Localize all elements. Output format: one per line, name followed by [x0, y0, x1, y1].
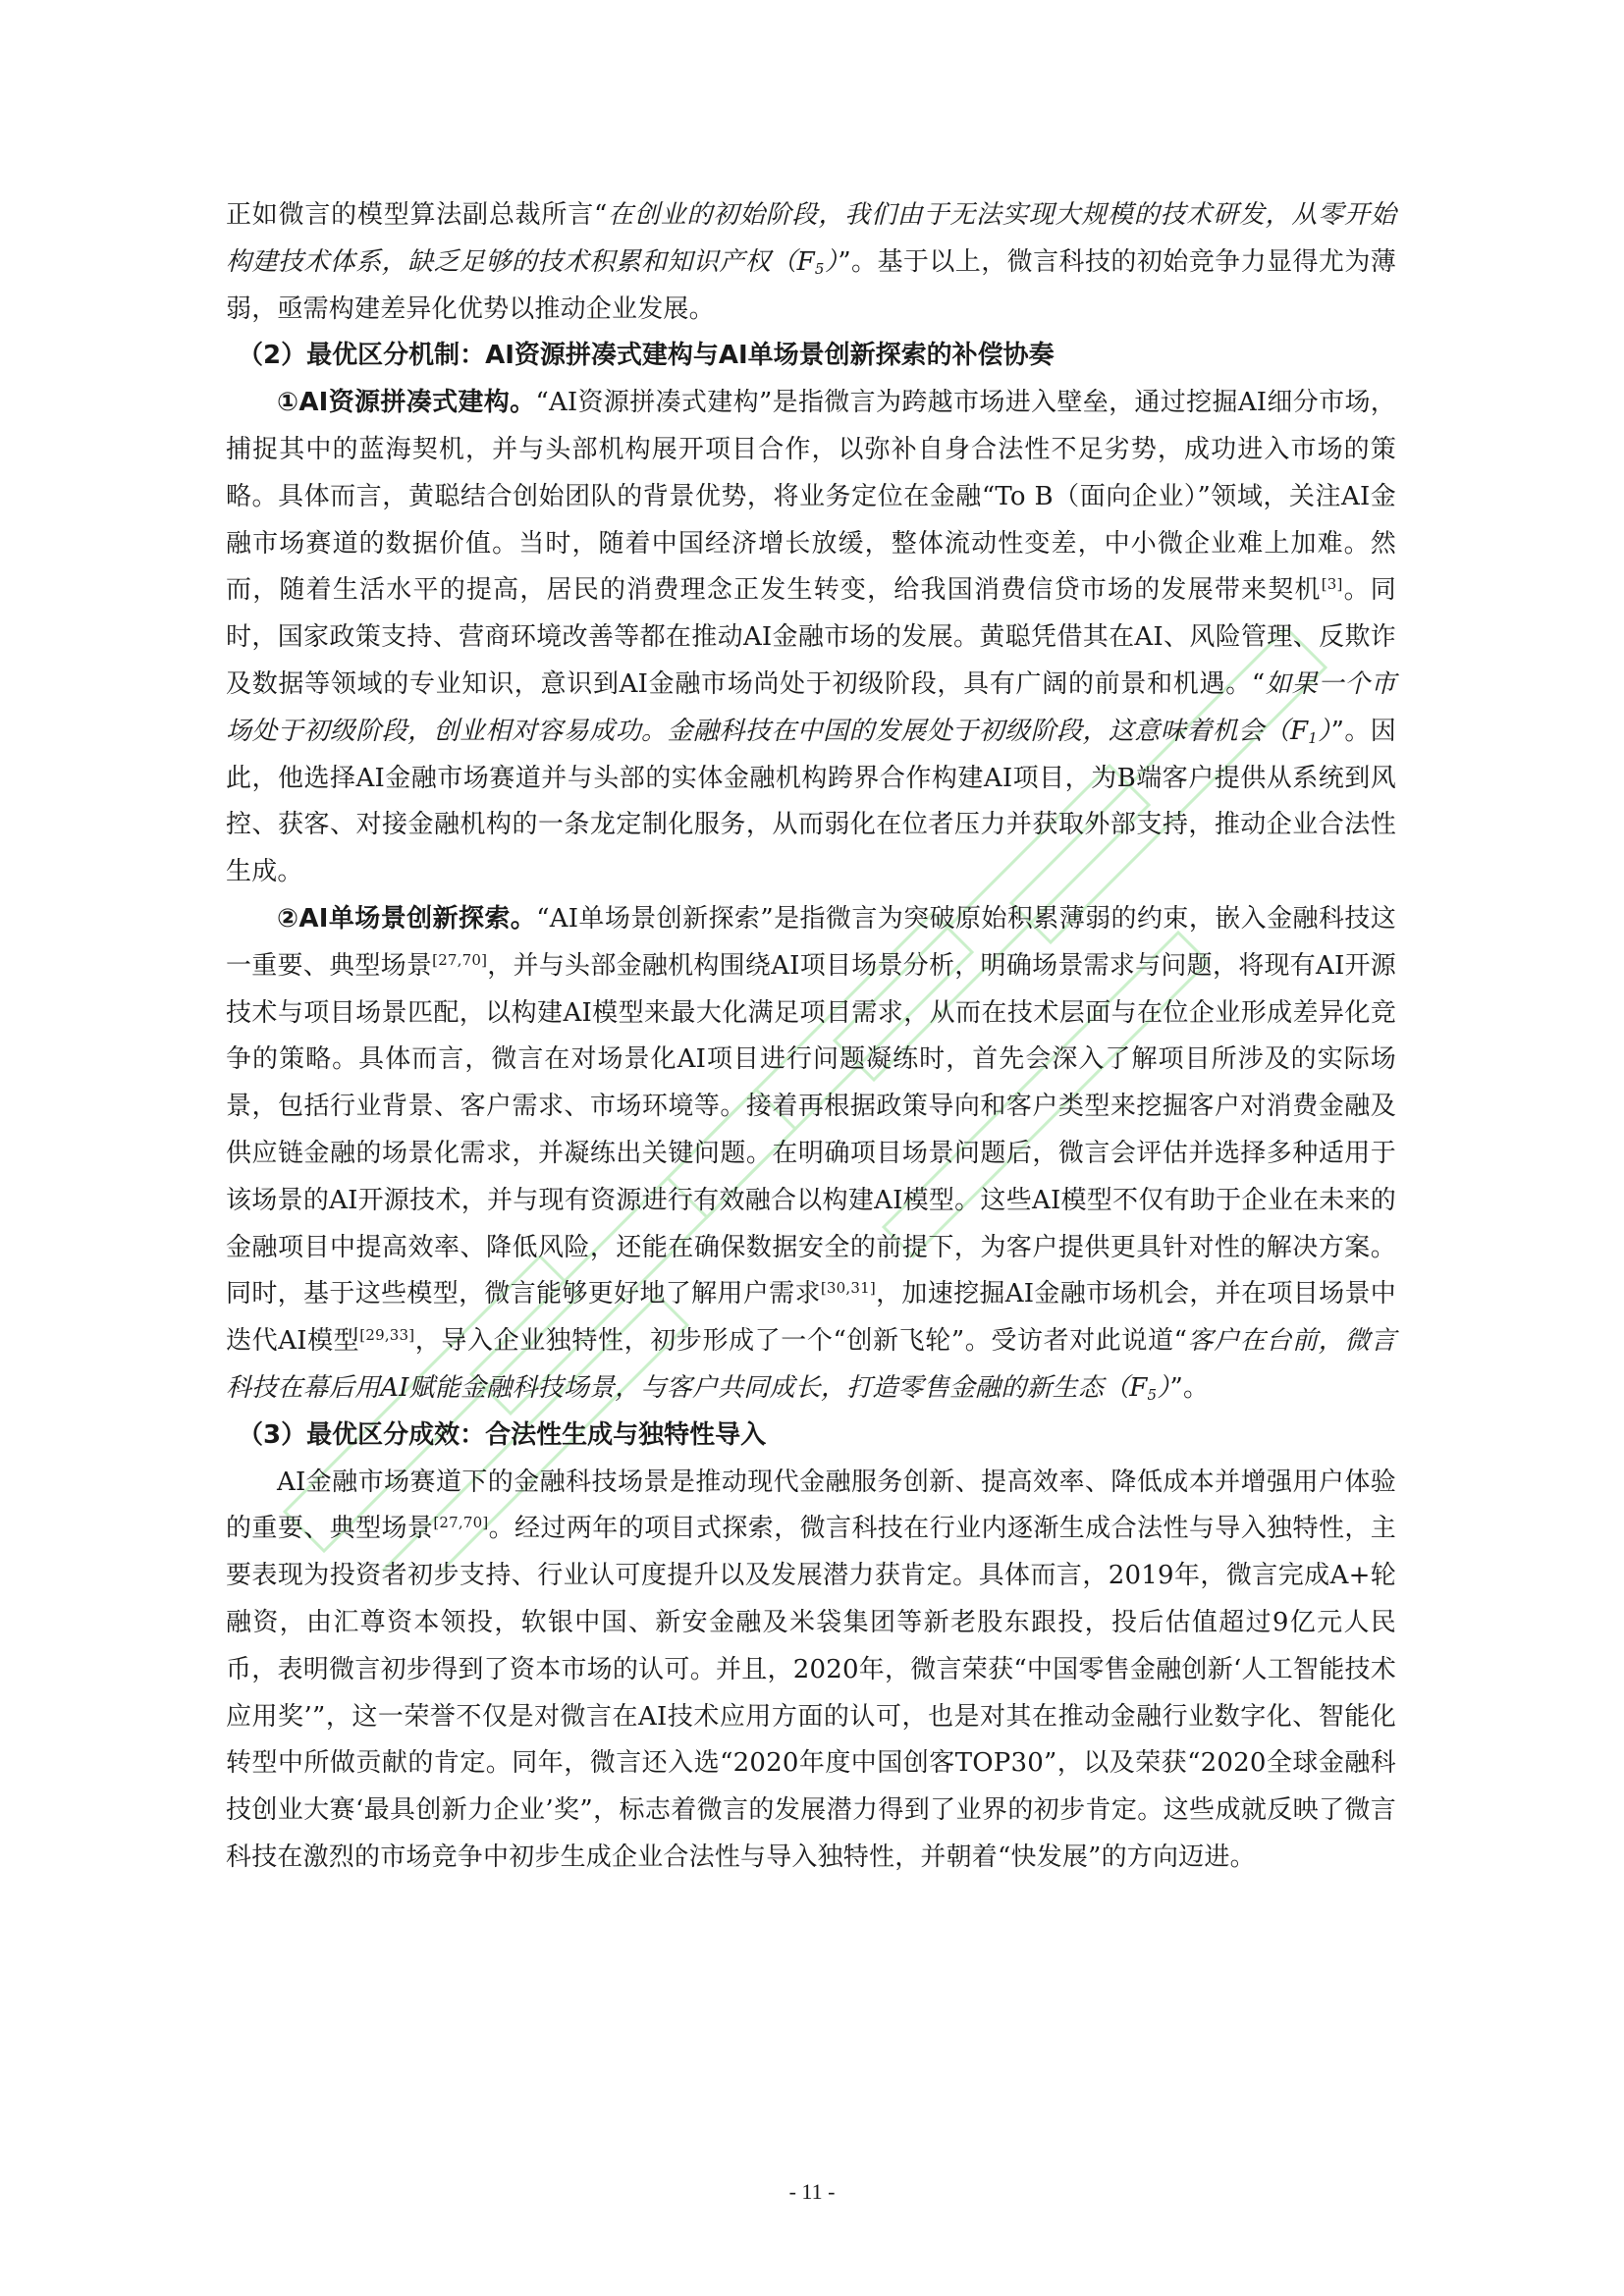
paragraph-resource-bricolage: [226, 380, 1396, 896]
page-content: [226, 192, 1396, 1882]
quote-text: 客户在台前，微言科技在幕后用AI赋能金融科技场景，与客户共同成长，打造零售金融的新生态（F: [226, 1326, 1397, 1403]
paragraph-text: 。经过两年的项目式探索，微言科技在行业内逐渐生成合法性与导入独特性，主要表现为投资者初步支持、行业认可度提升以及发展潜力获肯定。具体而言，2019年，微言完成A+轮融资，由汇尊资本领投，软银中国、新安金融及米袋集团等新老股东跟投，投后估值超过9亿元人民币，表明微言初步得到了资本市场的认可。并且，2020年，微言荣获“中国零售金融创新‘人工智能技术应用奖’”，这一荣誉不仅是对微言在AI技术应用方面的认可，也是对其在推动金融行业数字化、智能化转型中所做贡献的肯定。同年，微言还入选“2020年度中国创客TOP30”，以及荣获“2020全球金融科技创业大赛‘最具创新力企业’奖”，标志着微言的发展潜力得到了业界的初步肯定。这些成就反映了微言科技在激烈的市场竞争中初步生成企业合法性与导入独特性，并朝着“快发展”的方向迈进。: [226, 1514, 1396, 1872]
paragraph-intro: [226, 192, 1396, 333]
paragraph-text: 。同时，国家政策支持、营商环境改善等都在推动AI金融市场的发展。黄聪凭借其在AI、风险管理、反欺诈及数据等领域的专业知识，意识到AI金融市场尚处于初级阶段，具有广阔的前景和机遇。“: [226, 575, 1397, 699]
paragraph-text: ，并与头部金融机构围绕AI项目场景分析，明确场景需求与问题，将现有AI开源技术与项目场景匹配，以构建AI模型来最大化满足项目需求，从而在技术层面与在位企业形成差异化竞争的策略。具体而言，微言在对场景化AI项目进行问题凝练时，首先会深入了解项目所涉及的实际场景，包括行业背景、客户需求、市场环境等。接着再根据政策导向和客户类型来挖掘客户对消费金融及供应链金融的场景化需求，并凝练出关键问题。在明确项目场景问题后，微言会评估并选择多种适用于该场景的AI开源技术，并与现有资源进行有效融合以构建AI模型。这些AI模型不仅有助于企业在未来的金融项目中提高效率、降低风险，还能在确保数据安全的前提下，为客户提供更具针对性的解决方案。同时，基于这些模型，微言能够更好地了解用户需求: [226, 950, 1396, 1309]
paragraph-text: ，导入企业独特性，初步形成了一个“创新飞轮”。受访者对此说道“: [414, 1326, 1188, 1357]
quote-text: 如果一个市场处于初级阶段，创业相对容易成功。金融科技在中国的发展处于初级阶段，这意味着机会（F: [226, 668, 1396, 746]
quote-source-subscript: 5: [1147, 1385, 1158, 1404]
citation: [29,33]: [359, 1326, 415, 1345]
paragraph-lead: ②AI单场景创新探索。: [277, 903, 537, 934]
paragraph-text: 正如微言的模型算法副总裁所言“: [226, 200, 608, 230]
paragraph-text: ”。基于以上，微言科技的初始竞争力显得尤为薄弱，亟需构建差异化优势以推动企业发展。: [226, 246, 1396, 324]
paragraph-single-scene-innovation: [226, 896, 1396, 1413]
quote-text-end: ）: [1157, 1372, 1170, 1403]
paragraph-text: “AI单场景创新探索”是指微言为突破原始积累薄弱的约束，嵌入金融科技这一重要、典型场景: [226, 903, 1396, 981]
paragraph-text: ，加速挖掘AI金融市场机会，并在项目场景中迭代AI模型: [226, 1279, 1397, 1357]
paragraph-outcome: [226, 1460, 1396, 1882]
paragraph-text: AI金融市场赛道下的金融科技场景是推动现代金融服务创新、提高效率、降低成本并增强用户体验的重要、典型场景: [226, 1467, 1396, 1544]
section-heading-mechanism: （2）最优区分机制：AI资源拼凑式建构与AI单场景创新探索的补偿协奏: [238, 341, 1055, 371]
citation: [27,70]: [433, 1514, 489, 1532]
citation: [3]: [1321, 575, 1343, 594]
quote-source-subscript: 5: [814, 259, 825, 278]
paragraph-text: ”。: [1169, 1372, 1210, 1403]
paragraph-lead: ①AI资源拼凑式建构。: [277, 388, 536, 418]
quote-text-end: ）: [1317, 716, 1331, 746]
quote-source-subscript: 1: [1308, 728, 1318, 747]
quote-text-end: ）: [824, 246, 839, 277]
quote-text: 在创业的初始阶段，我们由于无法实现大规模的技术研发，从零开始构建技术体系，缺乏足够的技术积累和知识产权（F: [226, 200, 1396, 277]
page-number: - 11 -: [788, 2179, 836, 2204]
citation: [30,31]: [820, 1279, 876, 1298]
paragraph-text: ”。因此，他选择AI金融市场赛道并与头部的实体金融机构跨界合作构建AI项目，为B端客户提供从系统到风控、获客、对接金融机构的一条龙定制化服务，从而弱化在位者压力并获取外部支持，推动企业合法性生成。: [226, 716, 1396, 887]
citation: [27,70]: [432, 950, 488, 969]
section-heading-outcome: （3）最优区分成效：合法性生成与独特性导入: [238, 1419, 767, 1450]
paragraph-text: “AI资源拼凑式建构”是指微言为跨越市场进入壁垒，通过挖掘AI细分市场，捕捉其中的蓝海契机，并与头部机构展开项目合作，以弥补自身合法性不足劣势，成功进入市场的策略。具体而言，黄聪结合创始团队的背景优势，将业务定位在金融“To B（面向企业）”领域，关注AI金融市场赛道的数据价值。当时，随着中国经济增长放缓，整体流动性变差，中小微企业难上加难。然而，随着生活水平的提高，居民的消费理念正发生转变，给我国消费信贷市场的发展带来契机: [226, 388, 1396, 606]
